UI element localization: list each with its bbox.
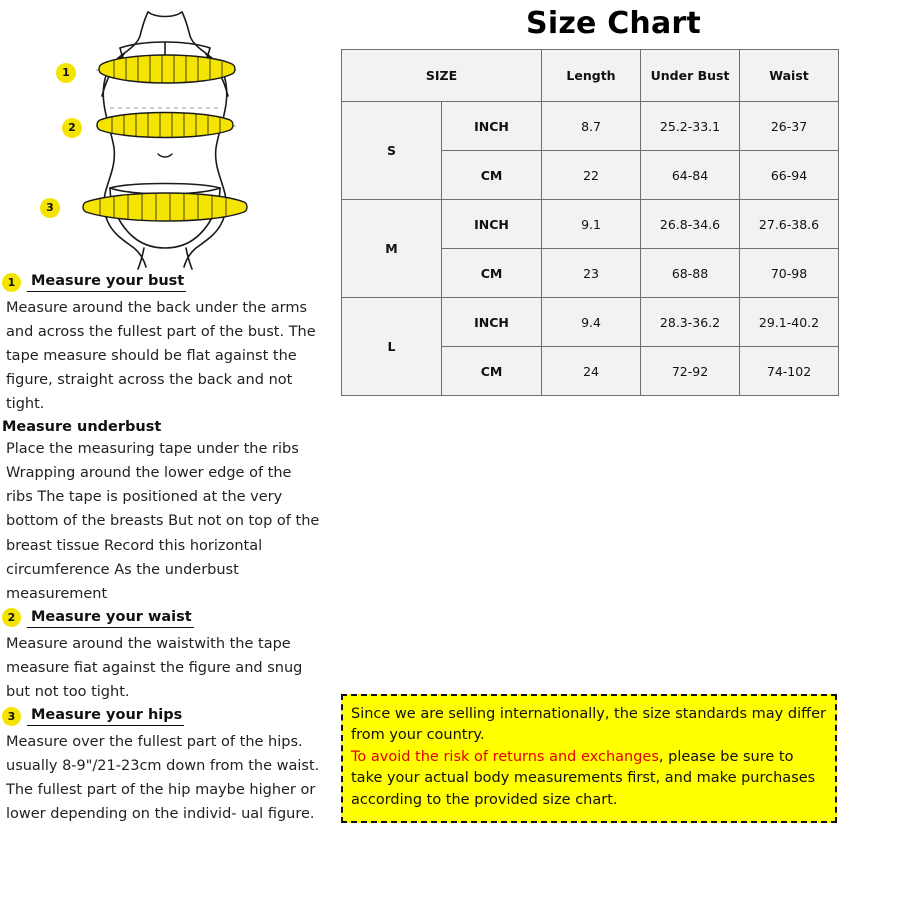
instruction-underbust-title: Measure underbust — [2, 419, 162, 436]
instruction-waist — [2, 608, 328, 704]
length-s-cm: 22 — [542, 151, 641, 200]
length-m-cm: 23 — [542, 249, 641, 298]
figure-callout-2: 2 — [62, 118, 82, 138]
tape-hips — [83, 193, 247, 221]
instruction-waist-body: Measure around the waistwith the tape measure fiat against the figure and snug but not too tight. — [6, 635, 303, 700]
instruction-hips — [2, 706, 328, 826]
instruction-bust — [2, 272, 328, 416]
instructions-column — [0, 0, 330, 904]
waist-l-cm: 74-102 — [740, 347, 839, 396]
underbust-l-inch: 28.3-36.2 — [641, 298, 740, 347]
instruction-bust-title: Measure your bust — [27, 272, 186, 292]
waist-s-inch: 26-37 — [740, 102, 839, 151]
instruction-underbust-body: Place the measuring tape under the ribs Wrapping around the lower edge of the ribs The tape is positioned at the very bottom of the breasts But not on top of the breast tissue Record this horizontal circumference As the underbust measurement — [6, 441, 320, 602]
badge-1-icon: 1 — [2, 273, 21, 292]
instruction-hips-title: Measure your hips — [27, 706, 184, 726]
header-under-bust: Under Bust — [641, 50, 740, 102]
waist-l-inch: 29.1-40.2 — [740, 298, 839, 347]
size-standards-notice — [341, 694, 837, 823]
figure-callout-3: 3 — [40, 198, 60, 218]
table-header-row — [342, 50, 839, 102]
waist-m-inch: 27.6-38.6 — [740, 200, 839, 249]
badge-3-icon: 3 — [2, 707, 21, 726]
instruction-waist-heading — [2, 608, 328, 628]
unit-cell-s-inch: INCH — [442, 102, 542, 151]
underbust-m-cm: 68-88 — [641, 249, 740, 298]
unit-cell-m-inch: INCH — [442, 200, 542, 249]
instruction-bust-body: Measure around the back under the arms and across the fullest part of the bust. The tape measure should be flat against the figure, straight across the back and not tight. — [6, 300, 316, 413]
female-body-illustration — [40, 8, 290, 270]
waist-m-cm: 70-98 — [740, 249, 839, 298]
header-length: Length — [542, 50, 641, 102]
length-l-cm: 24 — [542, 347, 641, 396]
table-row — [342, 298, 839, 347]
size-cell-s: S — [342, 102, 442, 200]
length-s-inch: 8.7 — [542, 102, 641, 151]
length-m-inch: 9.1 — [542, 200, 641, 249]
underbust-s-cm: 64-84 — [641, 151, 740, 200]
unit-cell-m-cm: CM — [442, 249, 542, 298]
underbust-l-cm: 72-92 — [641, 347, 740, 396]
page-title: Size Chart — [526, 6, 701, 41]
instruction-waist-title: Measure your waist — [27, 608, 194, 628]
badge-2-icon: 2 — [2, 608, 21, 627]
length-l-inch: 9.4 — [542, 298, 641, 347]
instruction-bust-heading — [2, 272, 328, 292]
notice-highlight: To avoid the risk of returns and exchanges — [351, 748, 659, 765]
instruction-hips-body: Measure over the fullest part of the hips. usually 8-9"/21-23cm down from the waist. The fullest part of the hip maybe higher or lower depending on the individ- ual figure. — [6, 734, 320, 823]
waist-s-cm: 66-94 — [740, 151, 839, 200]
header-waist: Waist — [740, 50, 839, 102]
unit-cell-l-cm: CM — [442, 347, 542, 396]
size-cell-l: L — [342, 298, 442, 396]
size-cell-m: M — [342, 200, 442, 298]
unit-cell-l-inch: INCH — [442, 298, 542, 347]
figure-callout-1: 1 — [56, 63, 76, 83]
notice-line-1: Since we are selling internationally, the size standards may differ from your country. — [351, 706, 826, 744]
table-row — [342, 102, 839, 151]
unit-cell-s-cm: CM — [442, 151, 542, 200]
tape-underbust — [97, 112, 233, 138]
table-row — [342, 200, 839, 249]
header-size: SIZE — [342, 50, 542, 102]
underbust-m-inch: 26.8-34.6 — [641, 200, 740, 249]
body-measurement-figure — [40, 8, 290, 270]
underbust-s-inch: 25.2-33.1 — [641, 102, 740, 151]
notice-line-2 — [351, 747, 829, 811]
size-chart-table — [341, 49, 839, 396]
tape-bust — [99, 55, 235, 83]
size-chart-column — [330, 0, 897, 904]
measurement-instructions — [2, 272, 328, 828]
instruction-underbust — [2, 418, 328, 605]
instruction-hips-heading — [2, 706, 328, 726]
notice-rest: , please be sure to take your actual body measurements first, and make purchases according to the provided size chart. — [351, 748, 816, 808]
